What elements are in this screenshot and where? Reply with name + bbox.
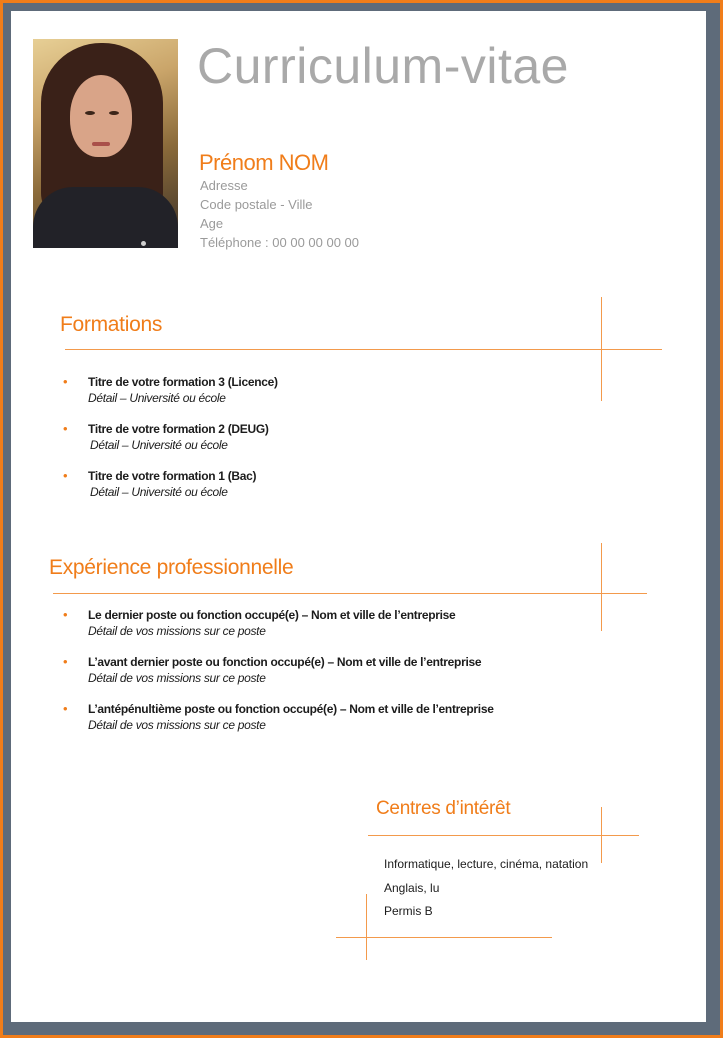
formation-detail-2: Détail – Université ou école — [90, 438, 228, 452]
formation-detail-3: Détail – Université ou école — [90, 485, 228, 499]
interests-divider — [368, 835, 639, 836]
bullet-icon: • — [63, 607, 68, 622]
candidate-name: Prénom NOM — [199, 150, 329, 175]
document-title: Curriculum-vitae — [197, 38, 569, 94]
formations-cross-line — [601, 297, 602, 401]
interest-item-2: Anglais, lu — [384, 881, 440, 895]
experience-divider — [53, 593, 647, 594]
experience-detail-2: Détail de vos missions sur ce poste — [88, 671, 266, 685]
interests-bottom-line — [336, 937, 552, 938]
bullet-icon: • — [63, 421, 68, 436]
bullet-icon: • — [63, 468, 68, 483]
experience-detail-1: Détail de vos missions sur ce poste — [88, 624, 266, 638]
contact-address: Adresse — [200, 178, 248, 193]
experience-title-2: L’avant dernier poste ou fonction occupé(e) – Nom et ville de l’entreprise — [88, 655, 482, 669]
bullet-icon: • — [63, 654, 68, 669]
formation-title-2: Titre de votre formation 2 (DEUG) — [88, 422, 269, 436]
interests-cross-line-bottom — [366, 894, 367, 960]
formation-detail-1: Détail – Université ou école — [88, 391, 226, 405]
formation-title-1: Titre de votre formation 3 (Licence) — [88, 375, 278, 389]
interest-item-1: Informatique, lecture, cinéma, natation — [384, 857, 589, 871]
bullet-icon: • — [63, 701, 68, 716]
interests-heading: Centres d’intérêt — [376, 798, 511, 819]
contact-postal-city: Code postale - Ville — [200, 197, 313, 212]
formations-heading: Formations — [60, 313, 163, 336]
experience-title-3: L’antépénultième poste ou fonction occupé(e) – Nom et ville de l’entreprise — [88, 702, 494, 716]
interests-cross-line-top — [601, 807, 602, 863]
bullet-icon: • — [63, 374, 68, 389]
interest-item-3: Permis B — [384, 904, 433, 918]
contact-age: Age — [200, 216, 224, 231]
experience-heading: Expérience professionnelle — [49, 556, 294, 579]
formation-title-3: Titre de votre formation 1 (Bac) — [88, 469, 257, 483]
profile-photo — [33, 39, 178, 248]
formations-divider — [65, 349, 662, 350]
experience-detail-3: Détail de vos missions sur ce poste — [88, 718, 266, 732]
experience-title-1: Le dernier poste ou fonction occupé(e) – Nom et ville de l’entreprise — [88, 608, 456, 622]
cv-page — [11, 11, 706, 1022]
contact-phone: Téléphone : 00 00 00 00 00 — [200, 235, 360, 250]
experience-cross-line — [601, 543, 602, 631]
